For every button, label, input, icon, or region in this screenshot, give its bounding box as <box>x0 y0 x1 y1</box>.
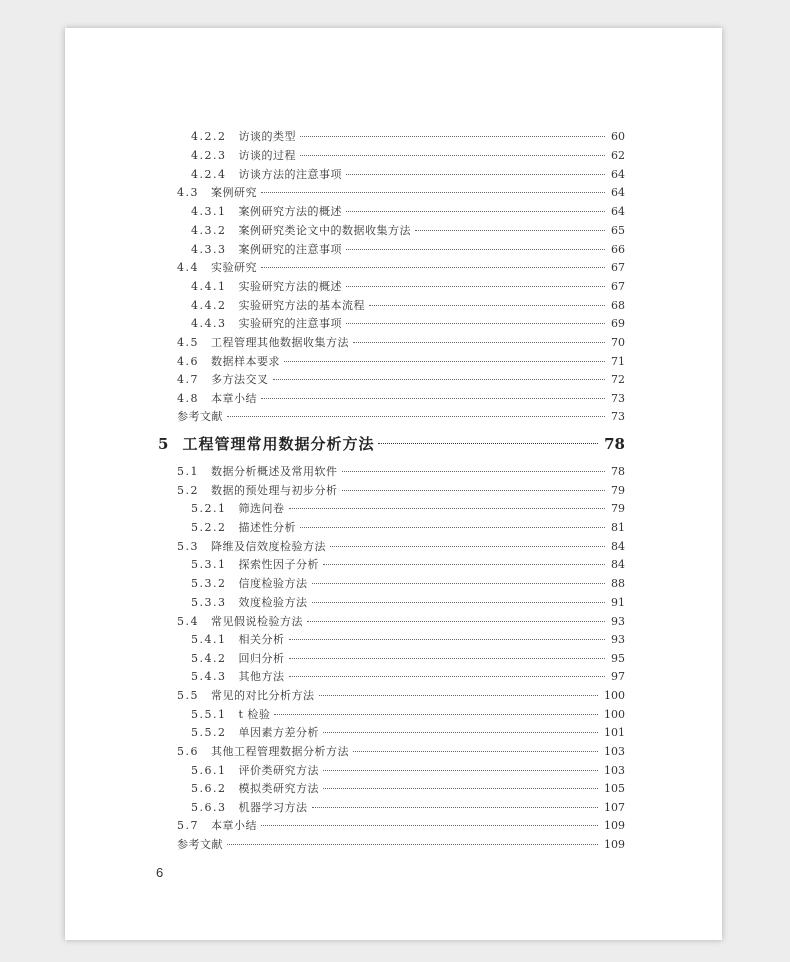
toc-entry-page: 91 <box>611 596 625 609</box>
toc-entry-title: 数据分析概述及常用软件 <box>211 465 338 478</box>
toc-entry-title: 工程管理其他数据收集方法 <box>211 336 349 349</box>
toc-entry-number: 5.4.2 <box>191 652 227 665</box>
toc-entry-page: 81 <box>611 521 625 534</box>
dot-leader <box>312 583 606 584</box>
toc-entry-number: 4.6 <box>177 355 199 368</box>
dot-leader <box>261 398 605 399</box>
toc-entry-page: 100 <box>604 708 625 721</box>
toc-subsection <box>191 726 625 740</box>
dot-leader <box>346 286 605 287</box>
toc-section <box>177 615 625 629</box>
dot-leader <box>346 249 605 250</box>
toc-section <box>177 540 625 554</box>
toc-subsection <box>191 130 625 144</box>
toc-entry-page: 79 <box>611 502 625 515</box>
dot-leader <box>353 342 605 343</box>
toc-references <box>177 410 625 424</box>
toc-entry-number: 5.6.3 <box>191 801 227 814</box>
toc-entry-title: 案例研究 <box>211 186 257 199</box>
toc-entry-number: 4.2.2 <box>191 130 227 143</box>
toc-entry-page: 103 <box>604 764 625 777</box>
dot-leader <box>289 508 606 509</box>
toc-entry-page: 71 <box>611 355 625 368</box>
toc-entry-number: 5.2.1 <box>191 502 227 515</box>
toc-entry-title: 数据样本要求 <box>211 355 280 368</box>
toc-entry-number: 5.3.3 <box>191 596 227 609</box>
dot-leader <box>415 230 605 231</box>
toc-entry-number: 4.4 <box>177 261 199 274</box>
toc-entry-title: 评价类研究方法 <box>238 764 319 777</box>
toc-entry-title: 其他方法 <box>238 670 285 683</box>
toc-entry-number: 5.3.1 <box>191 558 227 571</box>
toc-entry-page: 64 <box>611 186 625 199</box>
toc-entry-number: 5.1 <box>177 465 199 478</box>
document-page <box>65 28 722 940</box>
toc-entry-title: 效度检验方法 <box>238 596 308 609</box>
dot-leader <box>323 770 598 771</box>
dot-leader <box>323 732 598 733</box>
toc-entry-title: 常见的对比分析方法 <box>211 689 315 702</box>
toc-entry-title: 筛选问卷 <box>238 502 285 515</box>
toc-entry-page: 62 <box>611 149 625 162</box>
toc-entry-title: 常见假说检验方法 <box>211 615 303 628</box>
toc-entry-page: 73 <box>611 392 625 405</box>
toc-subsection <box>191 633 625 647</box>
toc-entry-number: 5.6 <box>177 745 199 758</box>
dot-leader <box>312 602 606 603</box>
toc-entry-page: 84 <box>611 558 625 571</box>
dot-leader <box>261 267 605 268</box>
toc-entry-title: 参考文献 <box>177 410 223 423</box>
toc-entry-number: 5.7 <box>177 819 199 832</box>
toc-entry-page: 78 <box>611 465 625 478</box>
dot-leader <box>300 527 605 528</box>
toc-subsection <box>191 149 625 163</box>
toc-subsection <box>191 764 625 778</box>
toc-entry-number: 4.4.2 <box>191 299 227 312</box>
dot-leader <box>346 323 605 324</box>
toc-subsection <box>191 558 625 572</box>
toc-entry-number: 4.2.3 <box>191 149 227 162</box>
dot-leader <box>323 788 598 789</box>
toc-entry-number: 4.4.3 <box>191 317 227 330</box>
toc-entry-page: 73 <box>611 410 625 423</box>
toc-entry-page: 109 <box>604 819 625 832</box>
dot-leader <box>261 825 598 826</box>
dot-leader <box>284 361 605 362</box>
toc-entry-number: 5.6.2 <box>191 782 227 795</box>
toc-entry-number: 4.2.4 <box>191 168 227 181</box>
toc-subsection <box>191 670 625 684</box>
toc-entry-number: 5.4.3 <box>191 670 227 683</box>
toc-entry-page: 88 <box>611 577 625 590</box>
toc-entry-title: 实验研究方法的概述 <box>238 280 342 293</box>
dot-leader <box>346 211 605 212</box>
toc-entry-number: 5.5.1 <box>191 708 227 721</box>
toc-subsection <box>191 652 625 666</box>
toc-entry-title: 案例研究的注意事项 <box>238 243 342 256</box>
toc-entry-page: 67 <box>611 280 625 293</box>
toc-entry-number: 4.3.2 <box>191 224 227 237</box>
toc-entry-page: 72 <box>611 373 625 386</box>
toc-section <box>177 392 625 406</box>
toc-entry-page: 65 <box>611 224 625 237</box>
toc-entry-title: 其他工程管理数据分析方法 <box>211 745 349 758</box>
toc-entry-title: 本章小结 <box>211 819 257 832</box>
toc-entry-page: 101 <box>604 726 625 739</box>
dot-leader <box>273 379 606 380</box>
toc-entry-title: 信度检验方法 <box>238 577 308 590</box>
toc-entry-title: 参考文献 <box>177 838 223 851</box>
dot-leader <box>274 714 598 715</box>
dot-leader <box>261 192 605 193</box>
toc-section <box>177 689 625 703</box>
toc-entry-number: 5.4.1 <box>191 633 227 646</box>
dot-leader <box>342 490 606 491</box>
toc-entry-page: 68 <box>611 299 625 312</box>
toc-entry-number: 5.6.1 <box>191 764 227 777</box>
toc-entry-number: 4.8 <box>177 392 199 405</box>
toc-subsection <box>191 782 625 796</box>
toc-entry-title: 回归分析 <box>238 652 285 665</box>
toc-entry-number: 5.3 <box>177 540 199 553</box>
toc-subsection <box>191 521 625 535</box>
toc-entry-number: 5.3.2 <box>191 577 227 590</box>
toc-entry-number: 5.5.2 <box>191 726 227 739</box>
dot-leader <box>353 751 598 752</box>
table-of-contents <box>65 28 722 940</box>
toc-entry-page: 84 <box>611 540 625 553</box>
toc-entry-title: 案例研究类论文中的数据收集方法 <box>238 224 411 237</box>
toc-section <box>177 261 625 275</box>
dot-leader <box>378 443 598 444</box>
toc-entry-page: 66 <box>611 243 625 256</box>
dot-leader <box>289 658 606 659</box>
toc-subsection <box>191 596 625 610</box>
dot-leader <box>289 639 606 640</box>
toc-subsection <box>191 168 625 182</box>
toc-entry-title: 多方法交叉 <box>211 373 269 386</box>
toc-subsection <box>191 224 625 238</box>
toc-entry-title: 降维及信效度检验方法 <box>211 540 326 553</box>
toc-entry-title: 工程管理常用数据分析方法 <box>182 435 375 453</box>
toc-entry-number: 4.3 <box>177 186 199 199</box>
toc-subsection <box>191 317 625 331</box>
toc-entry-page: 67 <box>611 261 625 274</box>
toc-subsection <box>191 205 625 219</box>
toc-entry-title: 本章小结 <box>211 392 257 405</box>
dot-leader <box>323 564 605 565</box>
toc-entry-title: 访谈方法的注意事项 <box>238 168 342 181</box>
dot-leader <box>330 546 605 547</box>
toc-entry-title: 实验研究的注意事项 <box>238 317 342 330</box>
toc-entry-page: 70 <box>611 336 625 349</box>
toc-section <box>177 373 625 387</box>
toc-subsection <box>191 502 625 516</box>
toc-entry-title: 案例研究方法的概述 <box>238 205 342 218</box>
toc-entry-page: 103 <box>604 745 625 758</box>
toc-entry-title: 数据的预处理与初步分析 <box>211 484 338 497</box>
toc-section <box>177 186 625 200</box>
dot-leader <box>312 807 599 808</box>
dot-leader <box>342 471 606 472</box>
toc-entry-number: 5.4 <box>177 615 199 628</box>
dot-leader <box>300 136 605 137</box>
toc-entry-page: 107 <box>604 801 625 814</box>
toc-subsection <box>191 801 625 815</box>
toc-references <box>177 838 625 852</box>
dot-leader <box>307 621 605 622</box>
dot-leader <box>319 695 599 696</box>
toc-entry-number: 4.5 <box>177 336 199 349</box>
dot-leader <box>346 174 605 175</box>
toc-entry-number: 5.5 <box>177 689 199 702</box>
toc-subsection <box>191 708 625 722</box>
toc-section <box>177 745 625 759</box>
toc-subsection <box>191 577 625 591</box>
toc-entry-title: t 检验 <box>238 708 271 721</box>
toc-entry-number: 4.3.3 <box>191 243 227 256</box>
toc-entry-page: 60 <box>611 130 625 143</box>
dot-leader <box>300 155 605 156</box>
page-number: 6 <box>156 865 164 880</box>
dot-leader <box>369 305 605 306</box>
toc-entry-page: 100 <box>604 689 625 702</box>
toc-entry-title: 模拟类研究方法 <box>238 782 319 795</box>
toc-subsection <box>191 280 625 294</box>
toc-subsection <box>191 243 625 257</box>
dot-leader <box>227 416 605 417</box>
toc-entry-title: 单因素方差分析 <box>238 726 319 739</box>
dot-leader <box>227 844 598 845</box>
toc-section <box>177 465 625 479</box>
toc-section <box>177 336 625 350</box>
toc-entry-page: 95 <box>611 652 625 665</box>
toc-entry-number: 5.2 <box>177 484 199 497</box>
toc-entry-page: 69 <box>611 317 625 330</box>
toc-entry-page: 93 <box>611 633 625 646</box>
toc-entry-page: 79 <box>611 484 625 497</box>
toc-entry-page: 105 <box>604 782 625 795</box>
toc-section <box>177 819 625 833</box>
toc-entry-page: 97 <box>611 670 625 683</box>
toc-entry-number: 4.4.1 <box>191 280 227 293</box>
toc-entry-title: 描述性分析 <box>238 521 296 534</box>
toc-entry-page: 78 <box>604 435 625 453</box>
toc-entry-number: 5.2.2 <box>191 521 227 534</box>
toc-entry-title: 探索性因子分析 <box>238 558 319 571</box>
toc-entry-number: 4.7 <box>177 373 199 386</box>
toc-section <box>177 484 625 498</box>
toc-entry-title: 实验研究方法的基本流程 <box>238 299 365 312</box>
toc-entry-title: 访谈的过程 <box>238 149 296 162</box>
toc-entry-page: 109 <box>604 838 625 851</box>
toc-section <box>177 355 625 369</box>
toc-entry-page: 93 <box>611 615 625 628</box>
toc-entry-page: 64 <box>611 168 625 181</box>
toc-entry-title: 访谈的类型 <box>238 130 296 143</box>
toc-entry-title: 相关分析 <box>238 633 285 646</box>
toc-entry-title: 机器学习方法 <box>238 801 308 814</box>
dot-leader <box>289 676 606 677</box>
toc-entry-page: 64 <box>611 205 625 218</box>
toc-entry-number: 5 <box>158 435 169 453</box>
toc-subsection <box>191 299 625 313</box>
toc-entry-title: 实验研究 <box>211 261 257 274</box>
toc-chapter <box>158 434 625 454</box>
toc-entry-number: 4.3.1 <box>191 205 227 218</box>
